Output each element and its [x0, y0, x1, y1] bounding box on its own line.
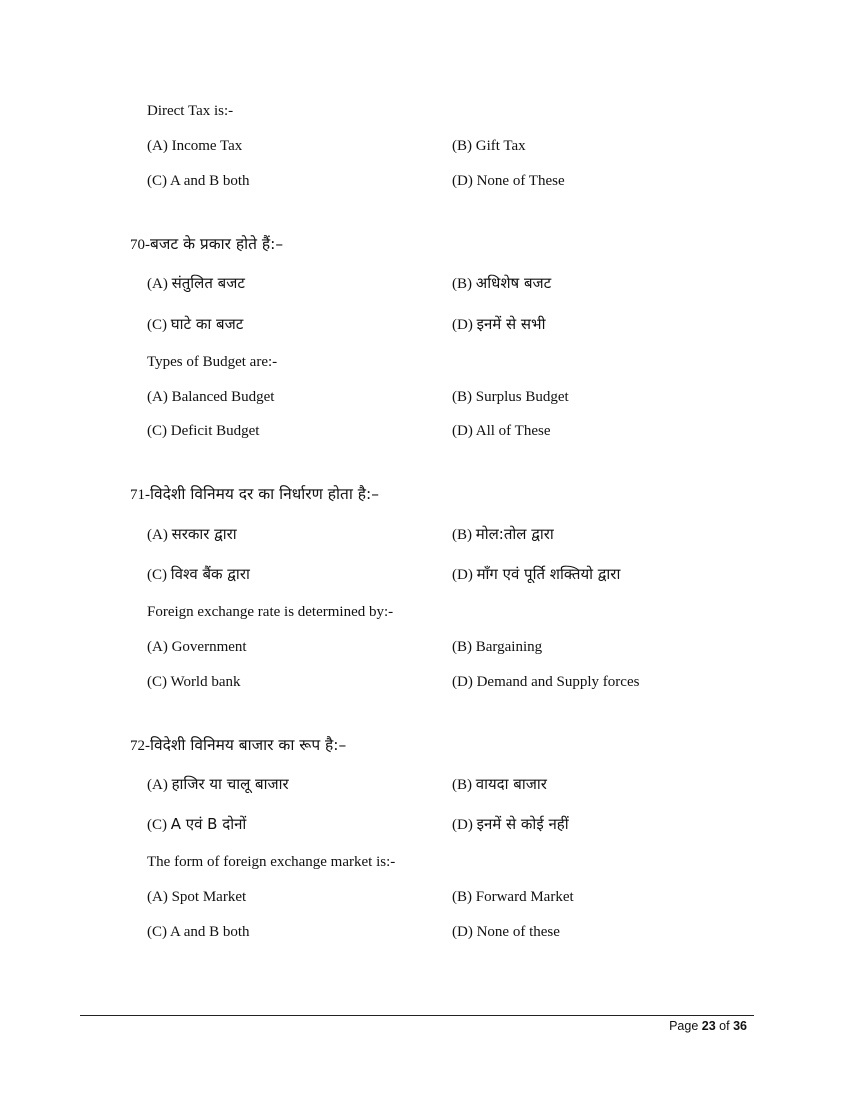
- option-label: (B): [452, 138, 472, 154]
- option-text: None of These: [476, 173, 565, 189]
- q70-heading: [130, 232, 283, 254]
- option-text: World bank: [170, 674, 241, 690]
- option-label: (A): [147, 276, 168, 292]
- option-label: (B): [452, 889, 472, 905]
- q71-heading: [130, 482, 379, 504]
- option-text: अधिशेष बजट: [475, 274, 552, 292]
- q72-option-b: [452, 889, 574, 906]
- q70-option-b: [452, 389, 569, 406]
- page-footer: [669, 1019, 747, 1033]
- option-label: (B): [452, 527, 472, 543]
- option-label: (D): [452, 924, 473, 940]
- of-word: of: [719, 1019, 730, 1033]
- q70-option-c: [147, 423, 259, 440]
- option-text: Demand and Supply forces: [476, 674, 640, 690]
- question-hindi-prompt: विदेशी विनिमय बाजार का रूप है:–: [150, 736, 347, 754]
- option-text: इनमें से सभी: [476, 315, 546, 333]
- question-hindi-prompt: विदेशी विनिमय दर का निर्धारण होता है:–: [150, 485, 379, 503]
- q71-option-a: [147, 639, 247, 656]
- total-page-count: 36: [733, 1019, 747, 1033]
- option-label: (B): [452, 389, 472, 405]
- option-label: (D): [452, 423, 473, 439]
- q72-hindi-option-d: [452, 814, 569, 834]
- option-label: (C): [147, 423, 167, 439]
- option-text: इनमें से कोई नहीं: [476, 815, 569, 833]
- q72-heading: [130, 733, 346, 755]
- q69-option-b: [452, 138, 526, 155]
- option-label: (A): [147, 389, 168, 405]
- option-label: (D): [452, 817, 473, 833]
- option-text: घाटे का बजट: [170, 315, 244, 333]
- option-label: (C): [147, 817, 167, 833]
- q70-hindi-option-c: [147, 314, 243, 334]
- q71-hindi-option-b: [452, 524, 554, 544]
- option-label: (D): [452, 173, 473, 189]
- q70-hindi-option-d: [452, 314, 546, 334]
- q70-option-d: [452, 423, 550, 440]
- q72-hindi-option-b: [452, 774, 547, 794]
- option-label: (D): [452, 567, 473, 583]
- option-text: वायदा बाजार: [475, 775, 547, 793]
- option-label: (D): [452, 317, 473, 333]
- q70-english-prompt: Types of Budget are:-: [147, 354, 278, 370]
- footer-divider: [80, 1015, 754, 1016]
- option-text: माँग एवं पूर्ति शक्तियो द्वारा: [476, 565, 621, 583]
- option-text: Bargaining: [475, 639, 543, 655]
- option-label: (A): [147, 777, 168, 793]
- q70-hindi-option-a: [147, 273, 245, 293]
- option-text: विश्व बैंक द्वारा: [170, 565, 250, 583]
- q70-option-a: [147, 389, 274, 406]
- option-text: Deficit Budget: [170, 423, 260, 439]
- option-label: (B): [452, 276, 472, 292]
- q72-option-d: [452, 924, 560, 941]
- option-text: सरकार द्वारा: [171, 525, 237, 543]
- question-number: 72-: [130, 738, 150, 754]
- q69-option-c: [147, 173, 250, 190]
- option-text: A एवं B दोनों: [170, 815, 247, 833]
- option-label: (C): [147, 567, 167, 583]
- option-text: हाजिर या चालू बाजार: [171, 775, 289, 793]
- option-text: संतुलित बजट: [171, 274, 245, 292]
- option-text: Spot Market: [171, 889, 247, 905]
- question-number: 70-: [130, 237, 150, 253]
- q72-option-a: [147, 889, 246, 906]
- option-label: (A): [147, 527, 168, 543]
- option-label: (A): [147, 138, 168, 154]
- option-text: Balanced Budget: [171, 389, 275, 405]
- option-label: (C): [147, 924, 167, 940]
- option-text: A and B both: [169, 924, 250, 940]
- q72-option-c: [147, 924, 250, 941]
- option-text: A and B both: [169, 173, 250, 189]
- q71-option-d: [452, 674, 639, 691]
- option-text: Forward Market: [475, 889, 574, 905]
- question-number: 71-: [130, 487, 150, 503]
- option-text: Gift Tax: [475, 138, 526, 154]
- q72-hindi-option-c: [147, 814, 246, 834]
- option-label: (B): [452, 777, 472, 793]
- option-text: Government: [171, 639, 247, 655]
- q71-hindi-option-a: [147, 524, 237, 544]
- q72-hindi-option-a: [147, 774, 289, 794]
- current-page-number: 23: [701, 1019, 716, 1033]
- option-text: Surplus Budget: [475, 389, 569, 405]
- q72-english-prompt: The form of foreign exchange market is:-: [147, 854, 396, 870]
- option-label: (C): [147, 173, 167, 189]
- q69-option-d: [452, 173, 565, 190]
- option-label: (D): [452, 674, 473, 690]
- option-label: (A): [147, 639, 168, 655]
- option-label: (C): [147, 317, 167, 333]
- q69-option-a: [147, 138, 242, 155]
- q70-hindi-option-b: [452, 273, 551, 293]
- option-label: (C): [147, 674, 167, 690]
- option-label: (A): [147, 889, 168, 905]
- q71-option-b: [452, 639, 542, 656]
- q69-english-prompt: Direct Tax is:-: [147, 103, 234, 119]
- q71-english-prompt: Foreign exchange rate is determined by:-: [147, 604, 394, 620]
- page-word: Page: [669, 1019, 699, 1033]
- question-hindi-prompt: बजट के प्रकार होते हैं:–: [150, 235, 284, 253]
- option-text: All of These: [475, 423, 551, 439]
- q71-hindi-option-d: [452, 564, 620, 584]
- option-label: (B): [452, 639, 472, 655]
- q71-hindi-option-c: [147, 564, 250, 584]
- option-text: मोल:तोल द्वारा: [475, 525, 554, 543]
- option-text: Income Tax: [171, 138, 243, 154]
- option-text: None of these: [476, 924, 560, 940]
- q71-option-c: [147, 674, 241, 691]
